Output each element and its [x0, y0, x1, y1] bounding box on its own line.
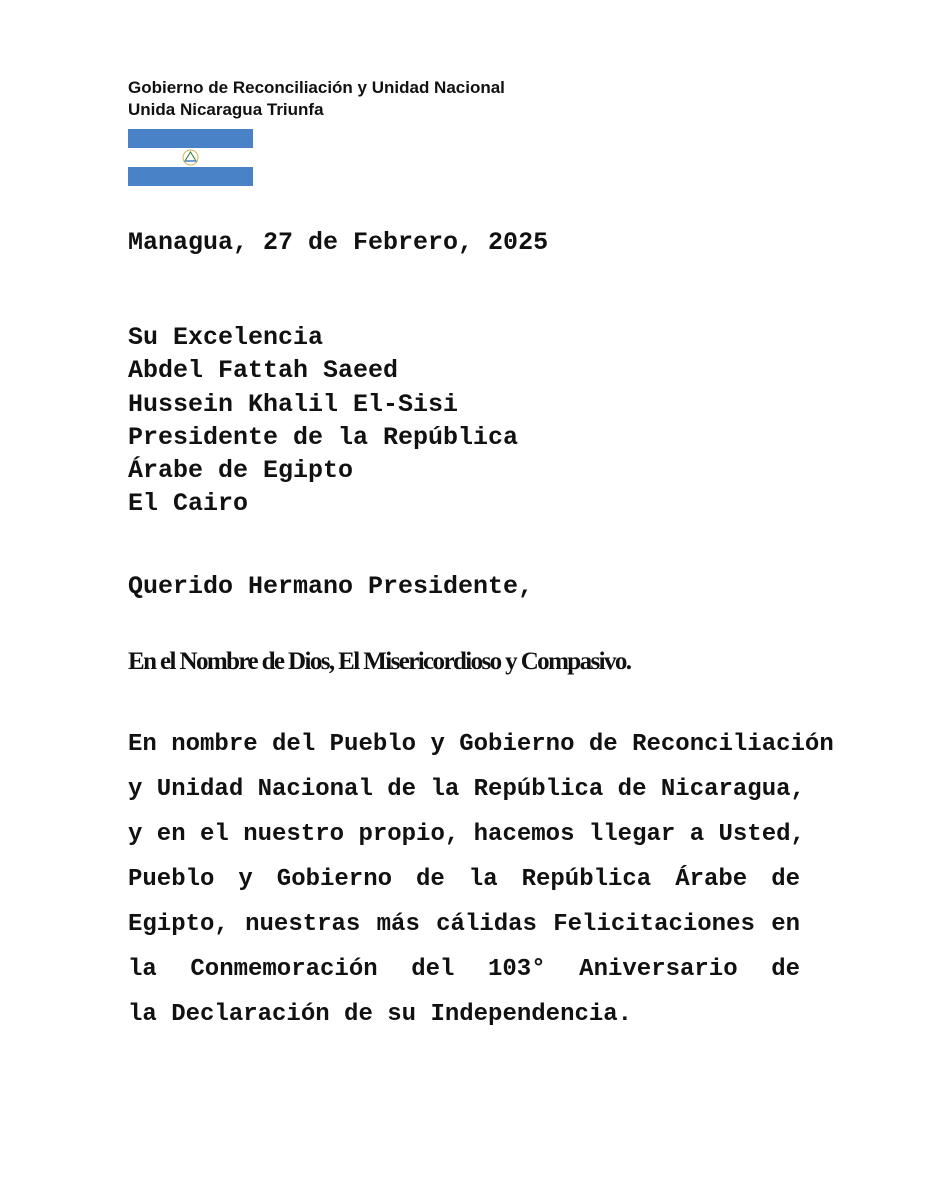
letterhead-government-name: Gobierno de Reconciliación y Unidad Nacional: [128, 78, 505, 97]
recipient-line: Presidente de la República: [128, 422, 519, 452]
body-line: Pueblo y Gobierno de la República Árabe de: [128, 866, 800, 893]
body-line: En nombre del Pueblo y Gobierno de Reconciliación: [128, 731, 834, 758]
letter-body-paragraph: [128, 722, 834, 1037]
body-line: y Unidad Nacional de la República de Nicaragua,: [128, 776, 805, 803]
body-line: Egipto, nuestras más cálidas Felicitaciones en: [128, 911, 800, 938]
recipient-line: Su Excelencia: [128, 323, 324, 352]
body-line: la Conmemoración del 103° Aniversario de: [128, 956, 800, 983]
flag-bottom-stripe: [128, 167, 253, 186]
nicaragua-flag: [128, 129, 253, 186]
body-line: la Declaración de su Independencia.: [128, 1001, 633, 1028]
letterhead-motto: Unida Nicaragua Triunfa: [128, 100, 324, 119]
invocation: En el Nombre de Dios, El Misericordioso y Compasivo.: [128, 648, 631, 675]
recipient-line: El Cairo: [128, 489, 249, 519]
recipient-address: [128, 321, 518, 521]
letterhead: [128, 77, 505, 121]
flag-coat-of-arms-icon: [180, 148, 201, 167]
letter-date: Managua, 27 de Febrero, 2025: [128, 228, 549, 257]
recipient-line: Árabe de Egipto: [128, 456, 354, 486]
flag-top-stripe: [128, 129, 253, 148]
body-line: y en el nuestro propio, hacemos llegar a Usted,: [128, 821, 805, 848]
salutation: Querido Hermano Presidente,: [128, 572, 534, 601]
recipient-line: Abdel Fattah Saeed: [128, 356, 399, 386]
recipient-line: Hussein Khalil El-Sisi: [128, 389, 459, 419]
